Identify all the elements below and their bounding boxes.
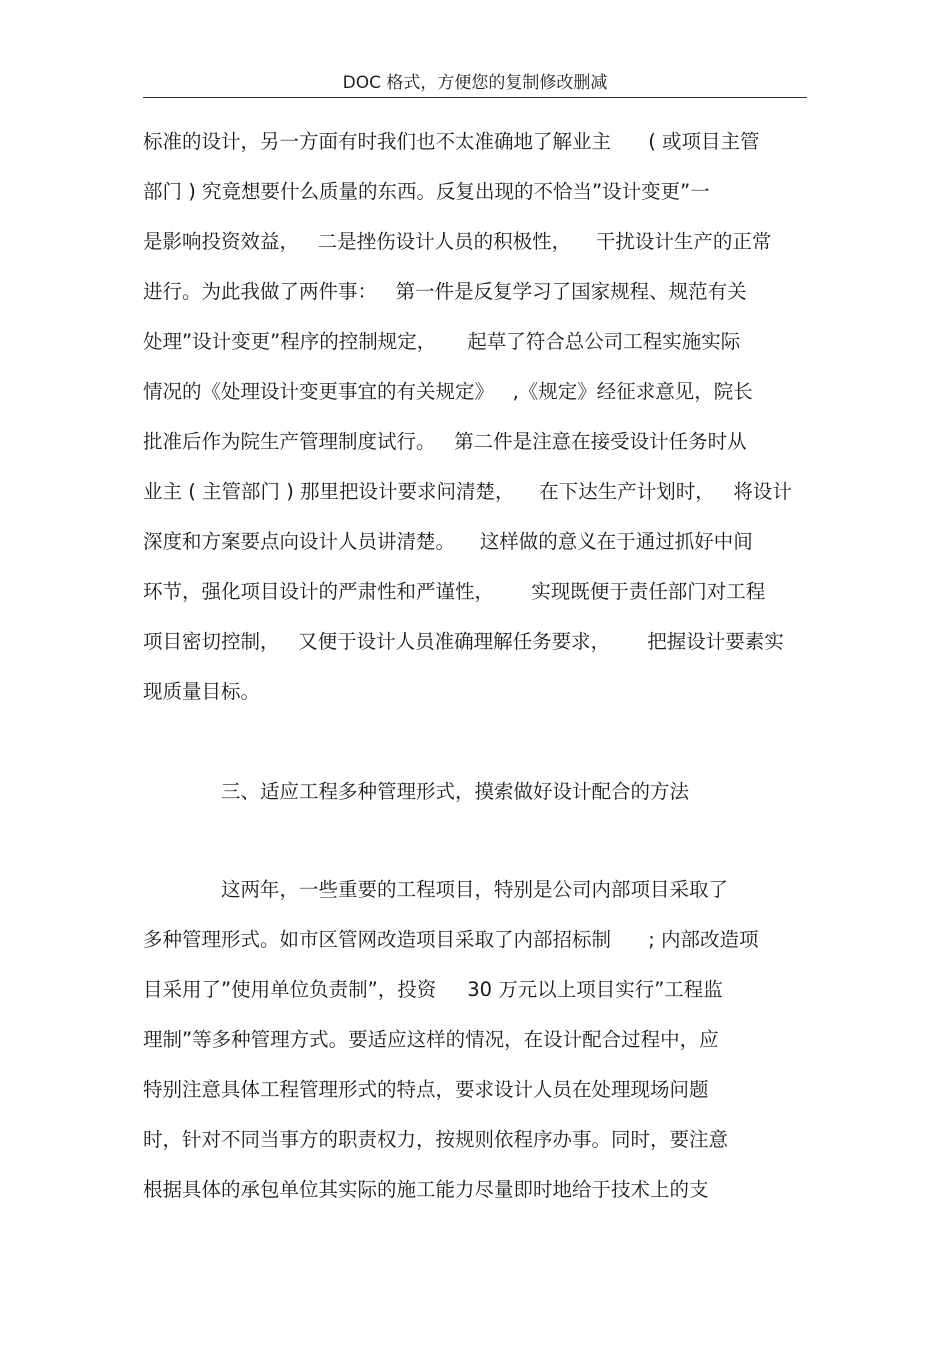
text-line: 是影响投资效益， 二是挫伤设计人员的积极性， 干扰设计生产的正常 xyxy=(143,230,772,253)
page-header: DOC 格式，方便您的复制修改删减 xyxy=(342,73,608,93)
text-line: 处理”设计变更”程序的控制规定， 起草了符合总公司工程实施实际 xyxy=(143,330,741,353)
text-line: 标准的设计，另一方面有时我们也不太准确地了解业主 ( 或项目主管 xyxy=(143,130,760,153)
text-line: 环节，强化项目设计的严肃性和严谨性， 实现既便于责任部门对工程 xyxy=(143,580,766,603)
text-line: 项目密切控制， 又便于设计人员准确理解任务要求， 把握设计要素实 xyxy=(143,630,784,653)
text-line: 目采用了”使用单位负责制”，投资 30 万元以上项目实行”工程监 xyxy=(143,978,723,1001)
text-line: 特别注意具体工程管理形式的特点，要求设计人员在处理现场问题 xyxy=(143,1078,709,1101)
text-line: 根据具体的承包单位其实际的施工能力尽量即时地给于技术上的支 xyxy=(143,1178,709,1201)
section-heading: 三、适应工程多种管理形式，摸索做好设计配合的方法 xyxy=(221,780,690,803)
text-line: 部门 ) 究竟想要什么质量的东西。反复出现的不恰当”设计变更”一 xyxy=(143,180,710,203)
text-line: 时，针对不同当事方的职责权力，按规则依程序办事。同时，要注意 xyxy=(143,1128,729,1151)
header-divider xyxy=(143,97,807,98)
text-line: 进行。为此我做了两件事： 第一件是反复学习了国家规程、规范有关 xyxy=(143,280,747,303)
text-line: 理制”等多种管理方式。要适应这样的情况，在设计配合过程中，应 xyxy=(143,1028,719,1051)
text-line: 情况的《处理设计变更事宜的有关规定》 ,《规定》经征求意见，院长 xyxy=(143,380,753,403)
text-line: 业主 ( 主管部门 ) 那里把设计要求问清楚， 在下达生产计划时， 将设计 xyxy=(143,480,792,503)
text-line: 深度和方案要点向设计人员讲清楚。 这样做的意义在于通过抓好中间 xyxy=(143,530,753,553)
text-line: 这两年，一些重要的工程项目，特别是公司内部项目采取了 xyxy=(221,878,729,901)
text-line: 多种管理形式。如市区管网改造项目采取了内部招标制 ; 内部改造项 xyxy=(143,928,759,951)
text-line: 批准后作为院生产管理制度试行。 第二件是注意在接受设计任务时从 xyxy=(143,430,747,453)
text-line: 现质量目标。 xyxy=(143,680,261,703)
